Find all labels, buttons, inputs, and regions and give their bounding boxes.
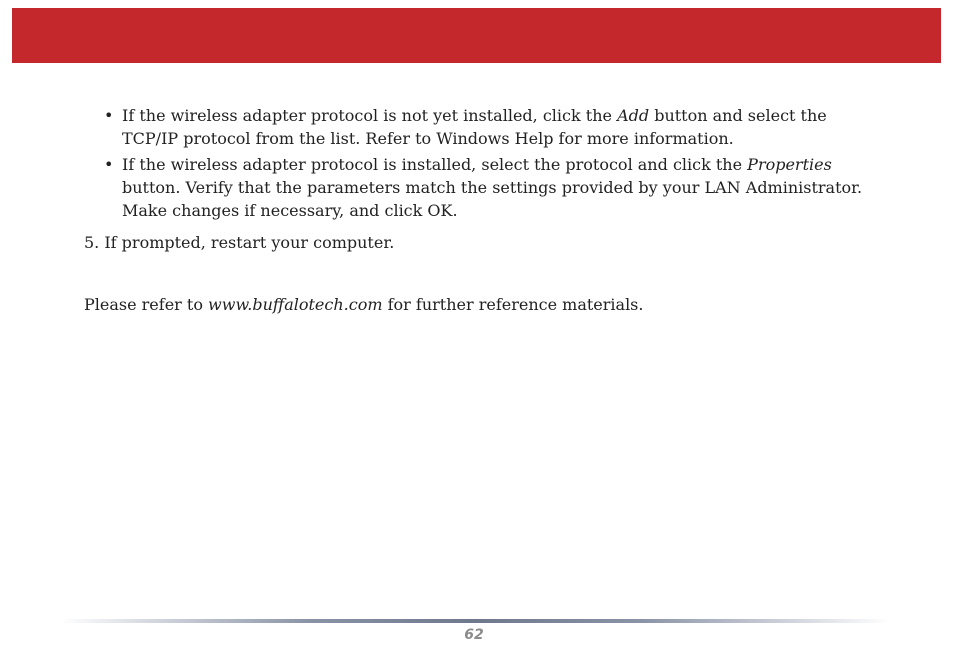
bullet-text-post: button and select the TCP/IP protocol from the list. Refer to Windows Help for more information.: [122, 106, 827, 148]
list-item: [84, 104, 874, 150]
reference-paragraph: [84, 293, 643, 316]
list-item: [84, 153, 874, 222]
properties-button-reference: Properties: [747, 155, 832, 174]
main-content: [84, 104, 874, 254]
bullet-text-pre: If the wireless adapter protocol is not yet installed, click the: [122, 106, 618, 125]
bullet-icon: •: [104, 155, 114, 174]
reference-text-post: for further reference materials.: [382, 295, 644, 314]
bullet-list: [84, 104, 874, 222]
bullet-icon: •: [104, 106, 114, 125]
footer-divider: [60, 619, 890, 623]
website-link[interactable]: www.buffalotech.com: [208, 295, 383, 314]
step-5-text: 5. If prompted, restart your computer.: [84, 233, 395, 252]
page-number: 62: [464, 627, 484, 643]
add-button-reference: Add: [617, 106, 650, 125]
header-bar: [12, 8, 941, 63]
reference-text-pre: Please refer to: [84, 295, 209, 314]
bullet-text-post: button. Verify that the parameters match the settings provided by your LAN Administrator. Make changes if necessary, and click OK.: [122, 178, 863, 220]
bullet-text-pre: If the wireless adapter protocol is installed, select the protocol and click the: [122, 155, 748, 174]
